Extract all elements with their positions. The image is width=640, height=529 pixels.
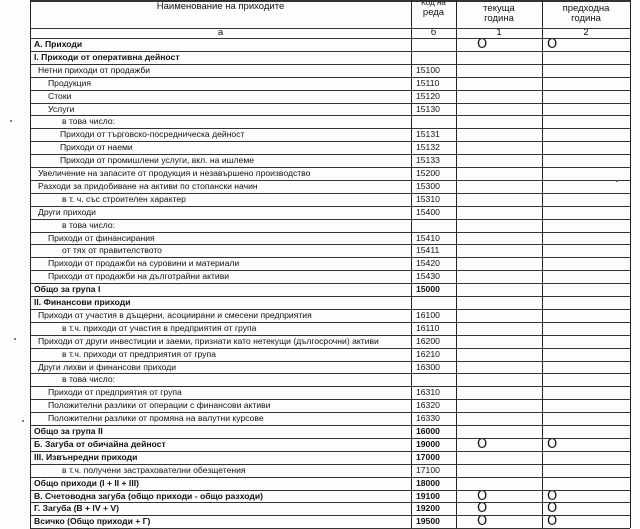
table-row [30, 270, 630, 283]
row-divider [30, 0, 630, 2]
table-row [30, 219, 630, 232]
row-label: Услуги [48, 103, 75, 114]
row-code: 19200 [416, 503, 440, 514]
row-label: Приходи от наеми [60, 142, 133, 153]
row-label: Увеличение на запасите от продукция и незавършено производство [38, 168, 311, 178]
row-divider [30, 515, 630, 516]
row-label: А. Приходи [34, 39, 83, 49]
table-row [30, 438, 630, 451]
table-row [30, 399, 630, 412]
row-divider [30, 28, 630, 29]
row-divider [30, 270, 630, 271]
row-divider [30, 128, 630, 129]
table-row [30, 51, 630, 64]
row-label: в това число: [62, 374, 116, 385]
handwritten-circle-mark: O [477, 37, 488, 52]
row-label: Други лихви и финансови приходи [38, 361, 177, 372]
table-row [30, 180, 630, 193]
table-row [30, 232, 630, 245]
column-divider [542, 0, 543, 528]
row-divider [30, 438, 630, 439]
row-divider [30, 90, 630, 91]
handwritten-circle-mark: O [477, 436, 488, 452]
row-divider [30, 167, 630, 168]
table-header [30, 0, 630, 38]
table-row [30, 412, 630, 425]
row-code: 15133 [416, 155, 440, 166]
row-divider [30, 296, 630, 297]
row-label: в т.ч. приходи от участия в предприятия от група [62, 322, 257, 333]
row-divider [30, 425, 630, 426]
table-row [30, 77, 630, 90]
row-code: 15400 [416, 206, 440, 217]
row-label: Приходи от продажби на суровини и материали [48, 258, 240, 269]
row-divider [30, 51, 630, 52]
row-label: Общо приходи (I + II + III) [34, 477, 139, 488]
row-divider [30, 335, 630, 336]
row-label: Приходи от промишлени услуги, вкл. на ишлеме [60, 155, 255, 166]
row-label: Г. Загуба (В + IV + V) [34, 503, 119, 514]
row-code: 17000 [416, 451, 440, 462]
row-code: 15130 [416, 103, 440, 114]
row-divider [30, 309, 630, 310]
handwritten-circle-mark: O [547, 501, 558, 517]
row-divider [30, 451, 630, 452]
table-row [30, 425, 630, 438]
row-code: 18000 [416, 477, 440, 488]
row-code: 16310 [416, 387, 440, 398]
table-row [30, 464, 630, 477]
row-code: 16000 [416, 426, 440, 436]
row-code: 15120 [416, 90, 440, 101]
row-divider [30, 115, 630, 116]
row-label: Приходи от други инвестиции и заеми, признати като нетекущи (дългосрочни) активи [38, 335, 379, 346]
row-label: Приходи от финансирания [48, 232, 155, 243]
row-code: 15110 [416, 77, 440, 88]
header-previous-year-1: предходна [562, 3, 610, 14]
row-label: от тях от правителството [62, 245, 162, 256]
scan-speck [10, 120, 12, 122]
table-row [30, 103, 630, 116]
column-divider [630, 0, 631, 528]
row-divider [30, 412, 630, 413]
row-label: Общо за група I [34, 284, 101, 295]
column-divider [30, 0, 31, 528]
handwritten-circle-mark: O [547, 514, 558, 529]
handwritten-circle-mark: O [477, 501, 488, 517]
row-label: Продукция [48, 77, 91, 88]
header-code-bottom: реда [422, 7, 445, 18]
row-divider [30, 502, 630, 503]
header-current-year-2: година [484, 13, 514, 24]
handwritten-circle-mark: O [547, 488, 558, 504]
table-row [30, 296, 630, 309]
row-divider [30, 180, 630, 181]
row-label: в това число: [62, 219, 116, 230]
row-label: Общо за група II [34, 426, 103, 436]
row-code: 16110 [416, 322, 440, 333]
header-code-top: Код на [421, 0, 446, 7]
row-divider [30, 373, 630, 374]
row-code: 15131 [416, 129, 440, 140]
row-code: 19100 [416, 490, 440, 501]
row-divider [30, 219, 630, 220]
row-code: 15430 [416, 271, 440, 282]
row-code: 16320 [416, 400, 440, 411]
table-row [30, 154, 630, 167]
row-label: Положителни разлики от промяна на валутни курсове [48, 413, 264, 424]
row-divider [30, 154, 630, 155]
row-label: Разходи за придобиване на активи по стопански начин [38, 180, 258, 191]
row-code: 15310 [416, 193, 440, 204]
table-row [30, 64, 630, 77]
row-divider [30, 64, 630, 65]
row-label: Стоки [48, 90, 72, 101]
table-row [30, 257, 630, 270]
scan-speck [14, 338, 16, 340]
row-label: Други приходи [38, 206, 96, 217]
row-code: 16300 [416, 361, 440, 372]
table-row [30, 167, 630, 180]
row-divider [30, 283, 630, 284]
col-letter-a: а [217, 27, 224, 38]
row-label: в т.ч. получени застрахователни обезщетения [62, 464, 246, 475]
table-row [30, 128, 630, 141]
table-row [30, 206, 630, 219]
table-row [30, 515, 630, 528]
row-divider [30, 322, 630, 323]
handwritten-circle-mark: O [547, 37, 558, 52]
col-letter-2: 2 [583, 27, 589, 38]
row-label: Положителни разлики от операции с финансови активи [48, 400, 271, 411]
table-row [30, 309, 630, 322]
row-label: II. Финансови приходи [34, 297, 131, 307]
row-divider [30, 386, 630, 387]
row-label: в това число: [62, 116, 116, 127]
row-label: Всичко (Общо приходи + Г) [34, 516, 151, 527]
row-label: в т. ч. със строителен характер [62, 193, 186, 204]
row-divider [30, 141, 630, 142]
row-label: Приходи от участия в дъщерни, асоциирани и смесени предприятия [38, 309, 312, 320]
row-divider [30, 464, 630, 465]
scan-speck [616, 180, 618, 182]
row-code: 15300 [416, 180, 440, 191]
row-divider [30, 103, 630, 104]
col-letter-b: б [430, 27, 437, 38]
row-code: 16100 [416, 309, 440, 320]
row-code: 15411 [416, 245, 440, 256]
row-code: 15200 [416, 168, 440, 178]
row-divider [30, 193, 630, 194]
table-row [30, 38, 630, 51]
handwritten-circle-mark: O [547, 436, 558, 452]
row-divider [30, 490, 630, 491]
row-divider [30, 348, 630, 349]
table-row [30, 193, 630, 206]
row-divider [30, 232, 630, 233]
row-code: 15100 [416, 64, 440, 75]
col-letter-1: 1 [496, 27, 502, 38]
table-row [30, 502, 630, 515]
table-row [30, 373, 630, 386]
table-row [30, 477, 630, 490]
row-divider [30, 38, 630, 39]
table-row [30, 283, 630, 296]
row-code: 15410 [416, 232, 440, 243]
table-row [30, 490, 630, 503]
row-divider [30, 77, 630, 78]
table-row [30, 451, 630, 464]
row-code: 16330 [416, 413, 440, 424]
header-previous-year-2: година [571, 13, 601, 24]
table-row [30, 361, 630, 374]
header-name-col: Наименование на приходите [156, 1, 285, 12]
row-divider [30, 477, 630, 478]
header-current-year-1: текуща [483, 3, 515, 14]
table-row [30, 244, 630, 257]
row-label: Приходи от предприятия от група [48, 387, 182, 398]
row-code: 17100 [416, 464, 440, 475]
table-row [30, 90, 630, 103]
row-code: 19500 [416, 516, 440, 527]
column-divider [456, 0, 457, 528]
row-label: Приходи от търговско-посредническа дейност [60, 129, 245, 140]
scan-speck [22, 420, 24, 422]
row-divider [30, 206, 630, 207]
row-divider [30, 399, 630, 400]
table-row [30, 322, 630, 335]
table-row [30, 141, 630, 154]
row-divider [30, 257, 630, 258]
row-label: I. Приходи от оперативна дейност [34, 51, 180, 62]
row-label: Приходи от продажби на дълготрайни активи [48, 271, 230, 282]
row-label: В. Счетоводна загуба (общо приходи - общо разходи) [34, 490, 263, 501]
table-row [30, 348, 630, 361]
row-divider [30, 361, 630, 362]
row-code: 16210 [416, 348, 440, 359]
row-label: в т.ч. приходи от предприятия от група [62, 348, 216, 359]
row-label: III. Извънредни приходи [34, 451, 138, 462]
row-code: 15132 [416, 142, 440, 153]
table-row [30, 115, 630, 128]
handwritten-circle-mark: O [477, 488, 488, 504]
table-row [30, 335, 630, 348]
row-code: 15420 [416, 258, 440, 269]
row-divider [30, 244, 630, 245]
row-code: 15000 [416, 284, 440, 295]
row-code: 19000 [416, 438, 440, 449]
row-code: 16200 [416, 335, 440, 346]
column-divider [411, 0, 412, 528]
row-label: Б. Загуба от обичайна дейност [34, 438, 166, 449]
row-label: Нетни приходи от продажби [38, 64, 151, 75]
table-row [30, 386, 630, 399]
handwritten-circle-mark: O [477, 514, 488, 529]
